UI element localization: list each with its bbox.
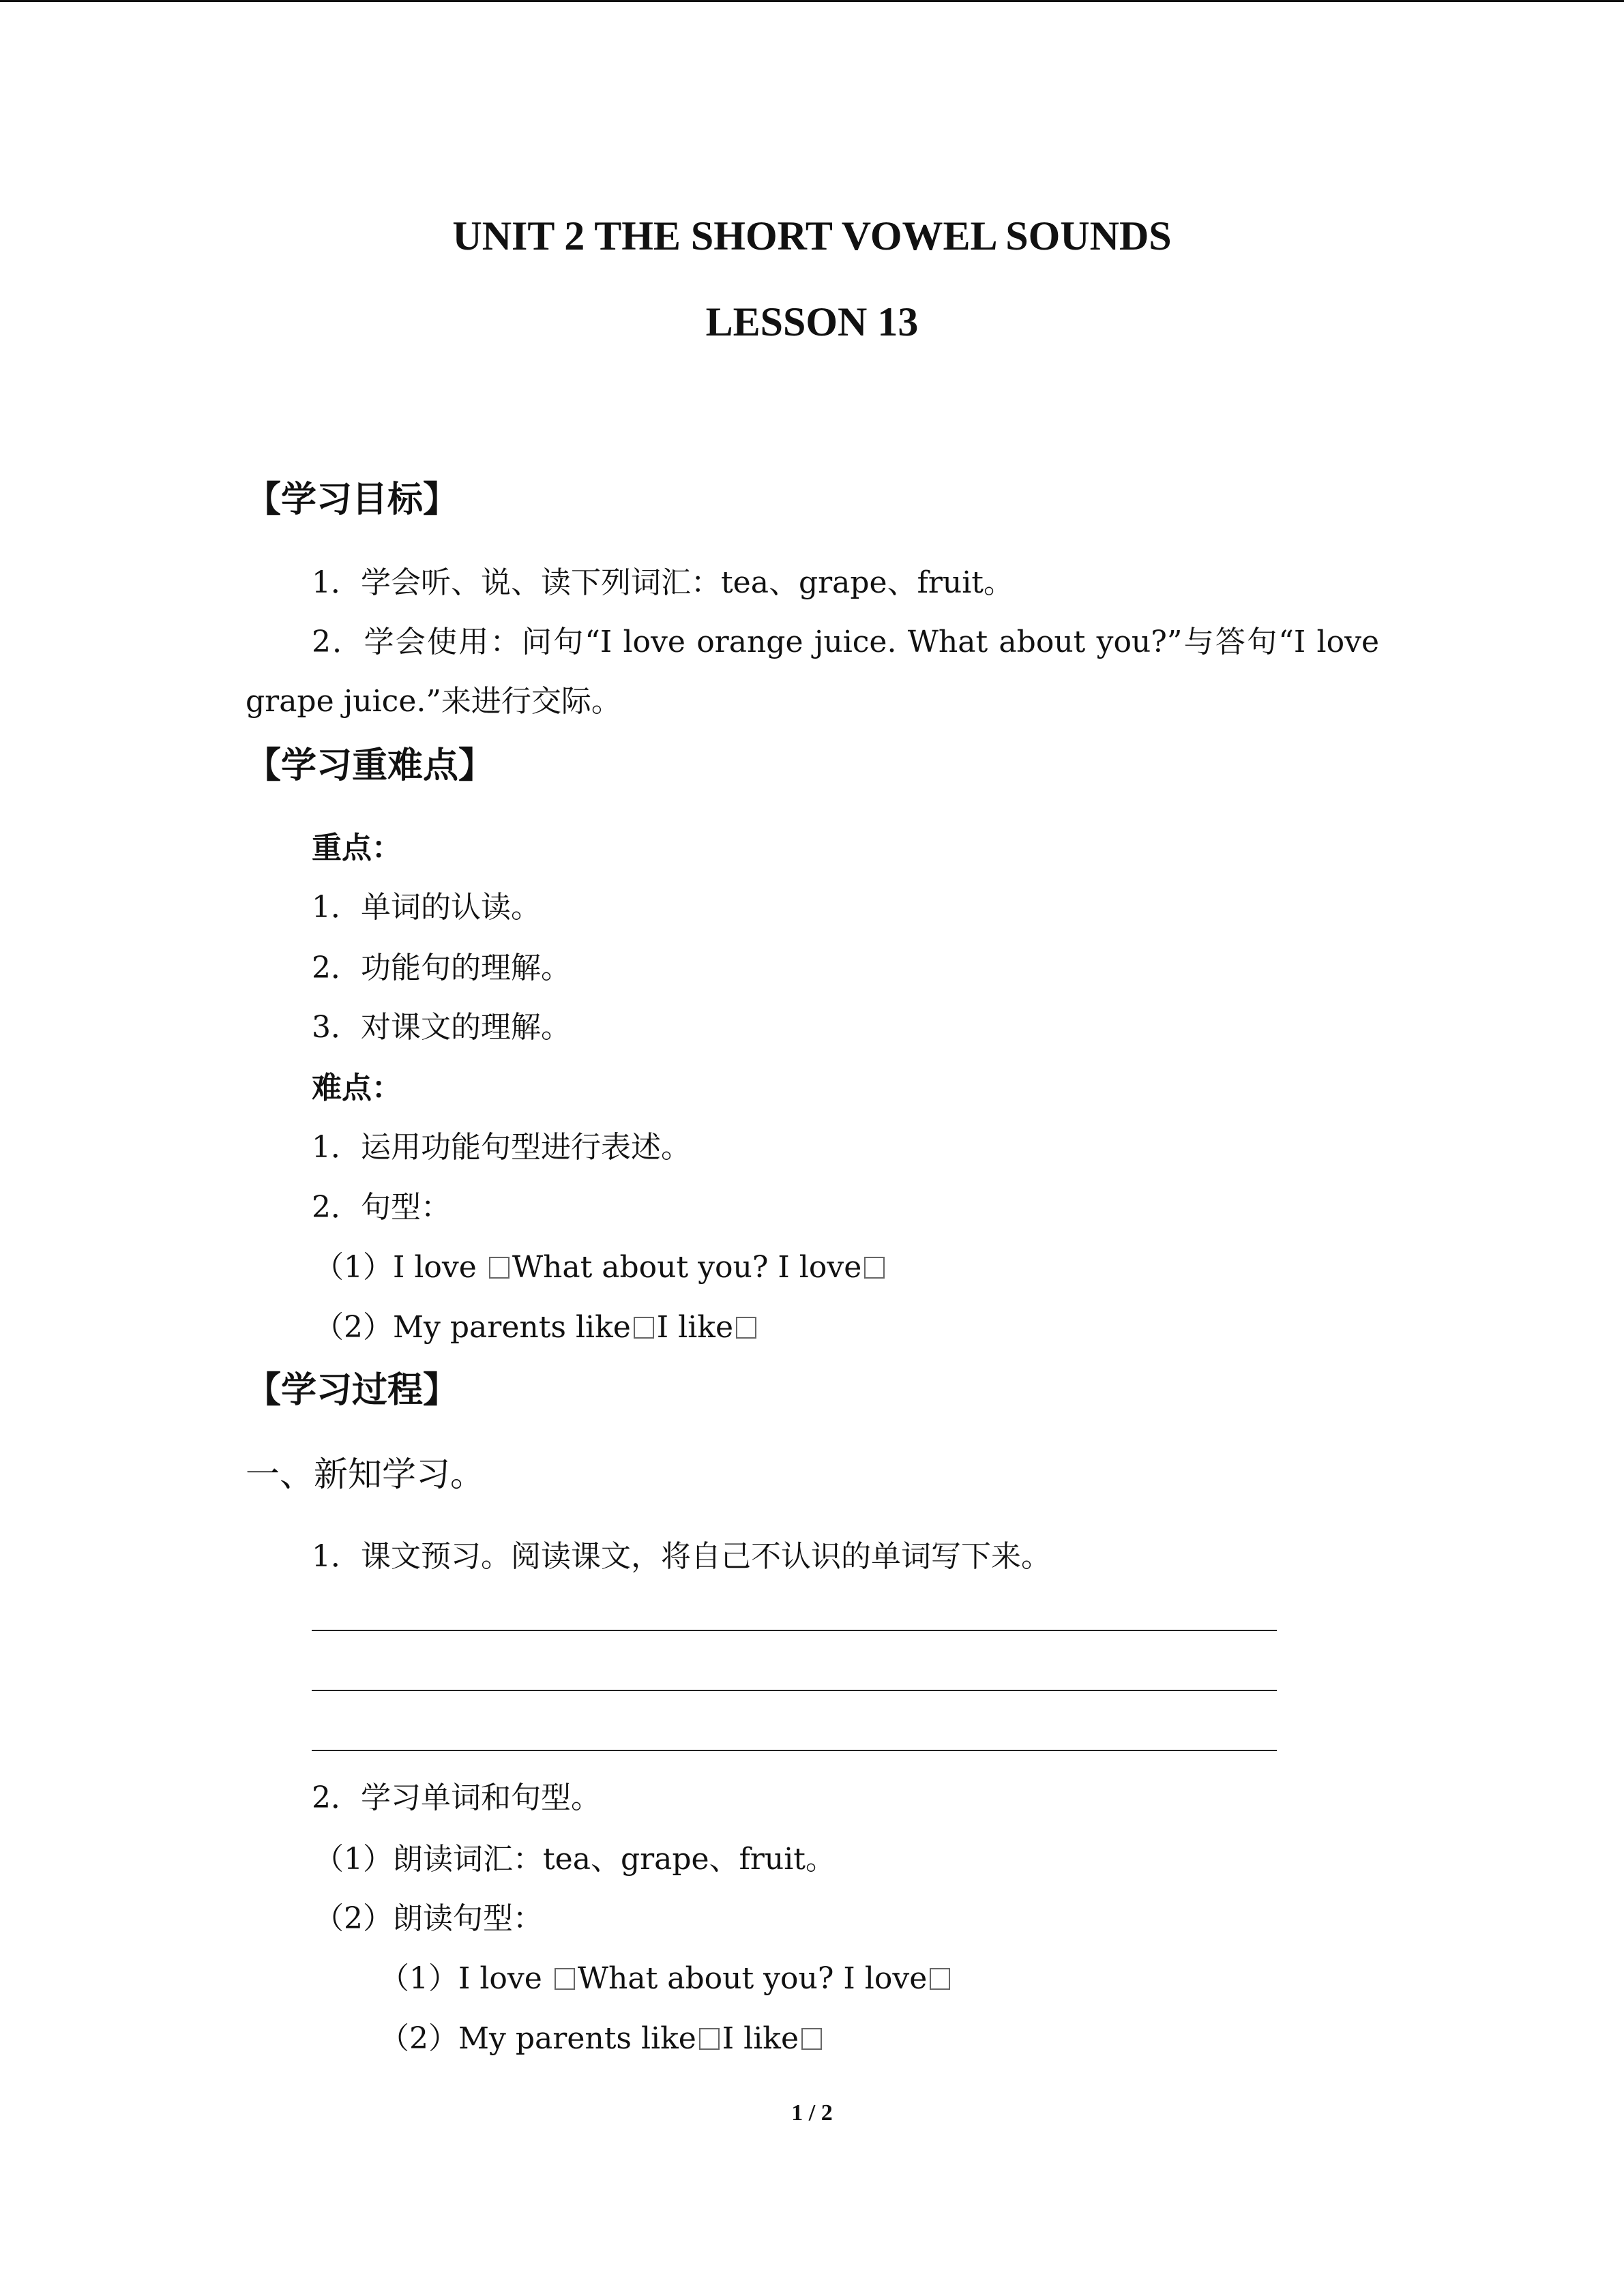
key-pattern-2 bbox=[314, 1302, 759, 1346]
blank-box-icon bbox=[864, 1257, 885, 1279]
blank-box-icon bbox=[801, 2028, 822, 2050]
section-new-knowledge: 一、新知学习。 bbox=[246, 1455, 484, 1494]
focus-item-3: 3．对课文的理解。 bbox=[312, 1010, 571, 1045]
objective-item-1: 1．学会听、说、读下列词汇：tea、grape、fruit。 bbox=[312, 565, 1014, 600]
key-pattern-2-part-b: I like bbox=[656, 1310, 734, 1345]
blank-box-icon bbox=[489, 1257, 510, 1279]
key-points-heading: 【学习重难点】 bbox=[246, 745, 494, 786]
objective-item-2-line2: grape juice.”来进行交际。 bbox=[246, 684, 621, 719]
process-pattern-1-part-a: （1）I love bbox=[379, 1961, 552, 1996]
step-1: 1．课文预习。阅读课文，将自己不认识的单词写下来。 bbox=[312, 1539, 1051, 1574]
difficult-item-1: 1．运用功能句型进行表述。 bbox=[312, 1130, 691, 1165]
step-2-1: （1）朗读词汇：tea、grape、fruit。 bbox=[314, 1842, 836, 1877]
process-pattern-1 bbox=[379, 1954, 953, 1997]
focus-item-1: 1．单词的认读。 bbox=[312, 890, 541, 925]
difficult-item-2: 2．句型： bbox=[312, 1190, 451, 1225]
blank-box-icon bbox=[634, 1317, 654, 1339]
page-top-border bbox=[0, 0, 1624, 2]
answer-line-3[interactable] bbox=[312, 1750, 1277, 1751]
objective-item-2-line1: 2．学会使用：问句“I love orange juice. What about you?”与答句“I love bbox=[312, 625, 1379, 659]
objectives-heading: 【学习目标】 bbox=[246, 479, 459, 520]
process-pattern-2 bbox=[379, 2014, 825, 2057]
blank-box-icon bbox=[699, 2028, 720, 2050]
answer-line-1[interactable] bbox=[312, 1630, 1277, 1631]
process-pattern-1-part-b: What about you? I love bbox=[577, 1961, 928, 1996]
blank-box-icon bbox=[930, 1968, 950, 1990]
key-pattern-1-part-a: （1）I love bbox=[314, 1250, 486, 1285]
focus-label: 重点： bbox=[312, 831, 402, 865]
process-pattern-2-part-b: I like bbox=[722, 2021, 799, 2056]
step-2-2: （2）朗读句型： bbox=[314, 1901, 543, 1936]
key-pattern-1 bbox=[314, 1242, 887, 1286]
key-pattern-2-part-a: （2）My parents like bbox=[314, 1310, 631, 1345]
lesson-title: LESSON 13 bbox=[705, 299, 919, 344]
blank-box-icon bbox=[555, 1968, 575, 1990]
difficult-label: 难点： bbox=[312, 1071, 402, 1105]
process-heading: 【学习过程】 bbox=[246, 1369, 459, 1411]
blank-box-icon bbox=[736, 1317, 756, 1339]
document-title: UNIT 2 THE SHORT VOWEL SOUNDS bbox=[452, 213, 1172, 258]
process-pattern-2-part-a: （2）My parents like bbox=[379, 2021, 696, 2056]
step-2: 2．学习单词和句型。 bbox=[312, 1780, 601, 1815]
answer-line-2[interactable] bbox=[312, 1690, 1277, 1691]
page-number: 1 / 2 bbox=[791, 2100, 833, 2126]
focus-item-2: 2．功能句的理解。 bbox=[312, 951, 571, 985]
key-pattern-1-part-b: What about you? I love bbox=[512, 1250, 862, 1285]
